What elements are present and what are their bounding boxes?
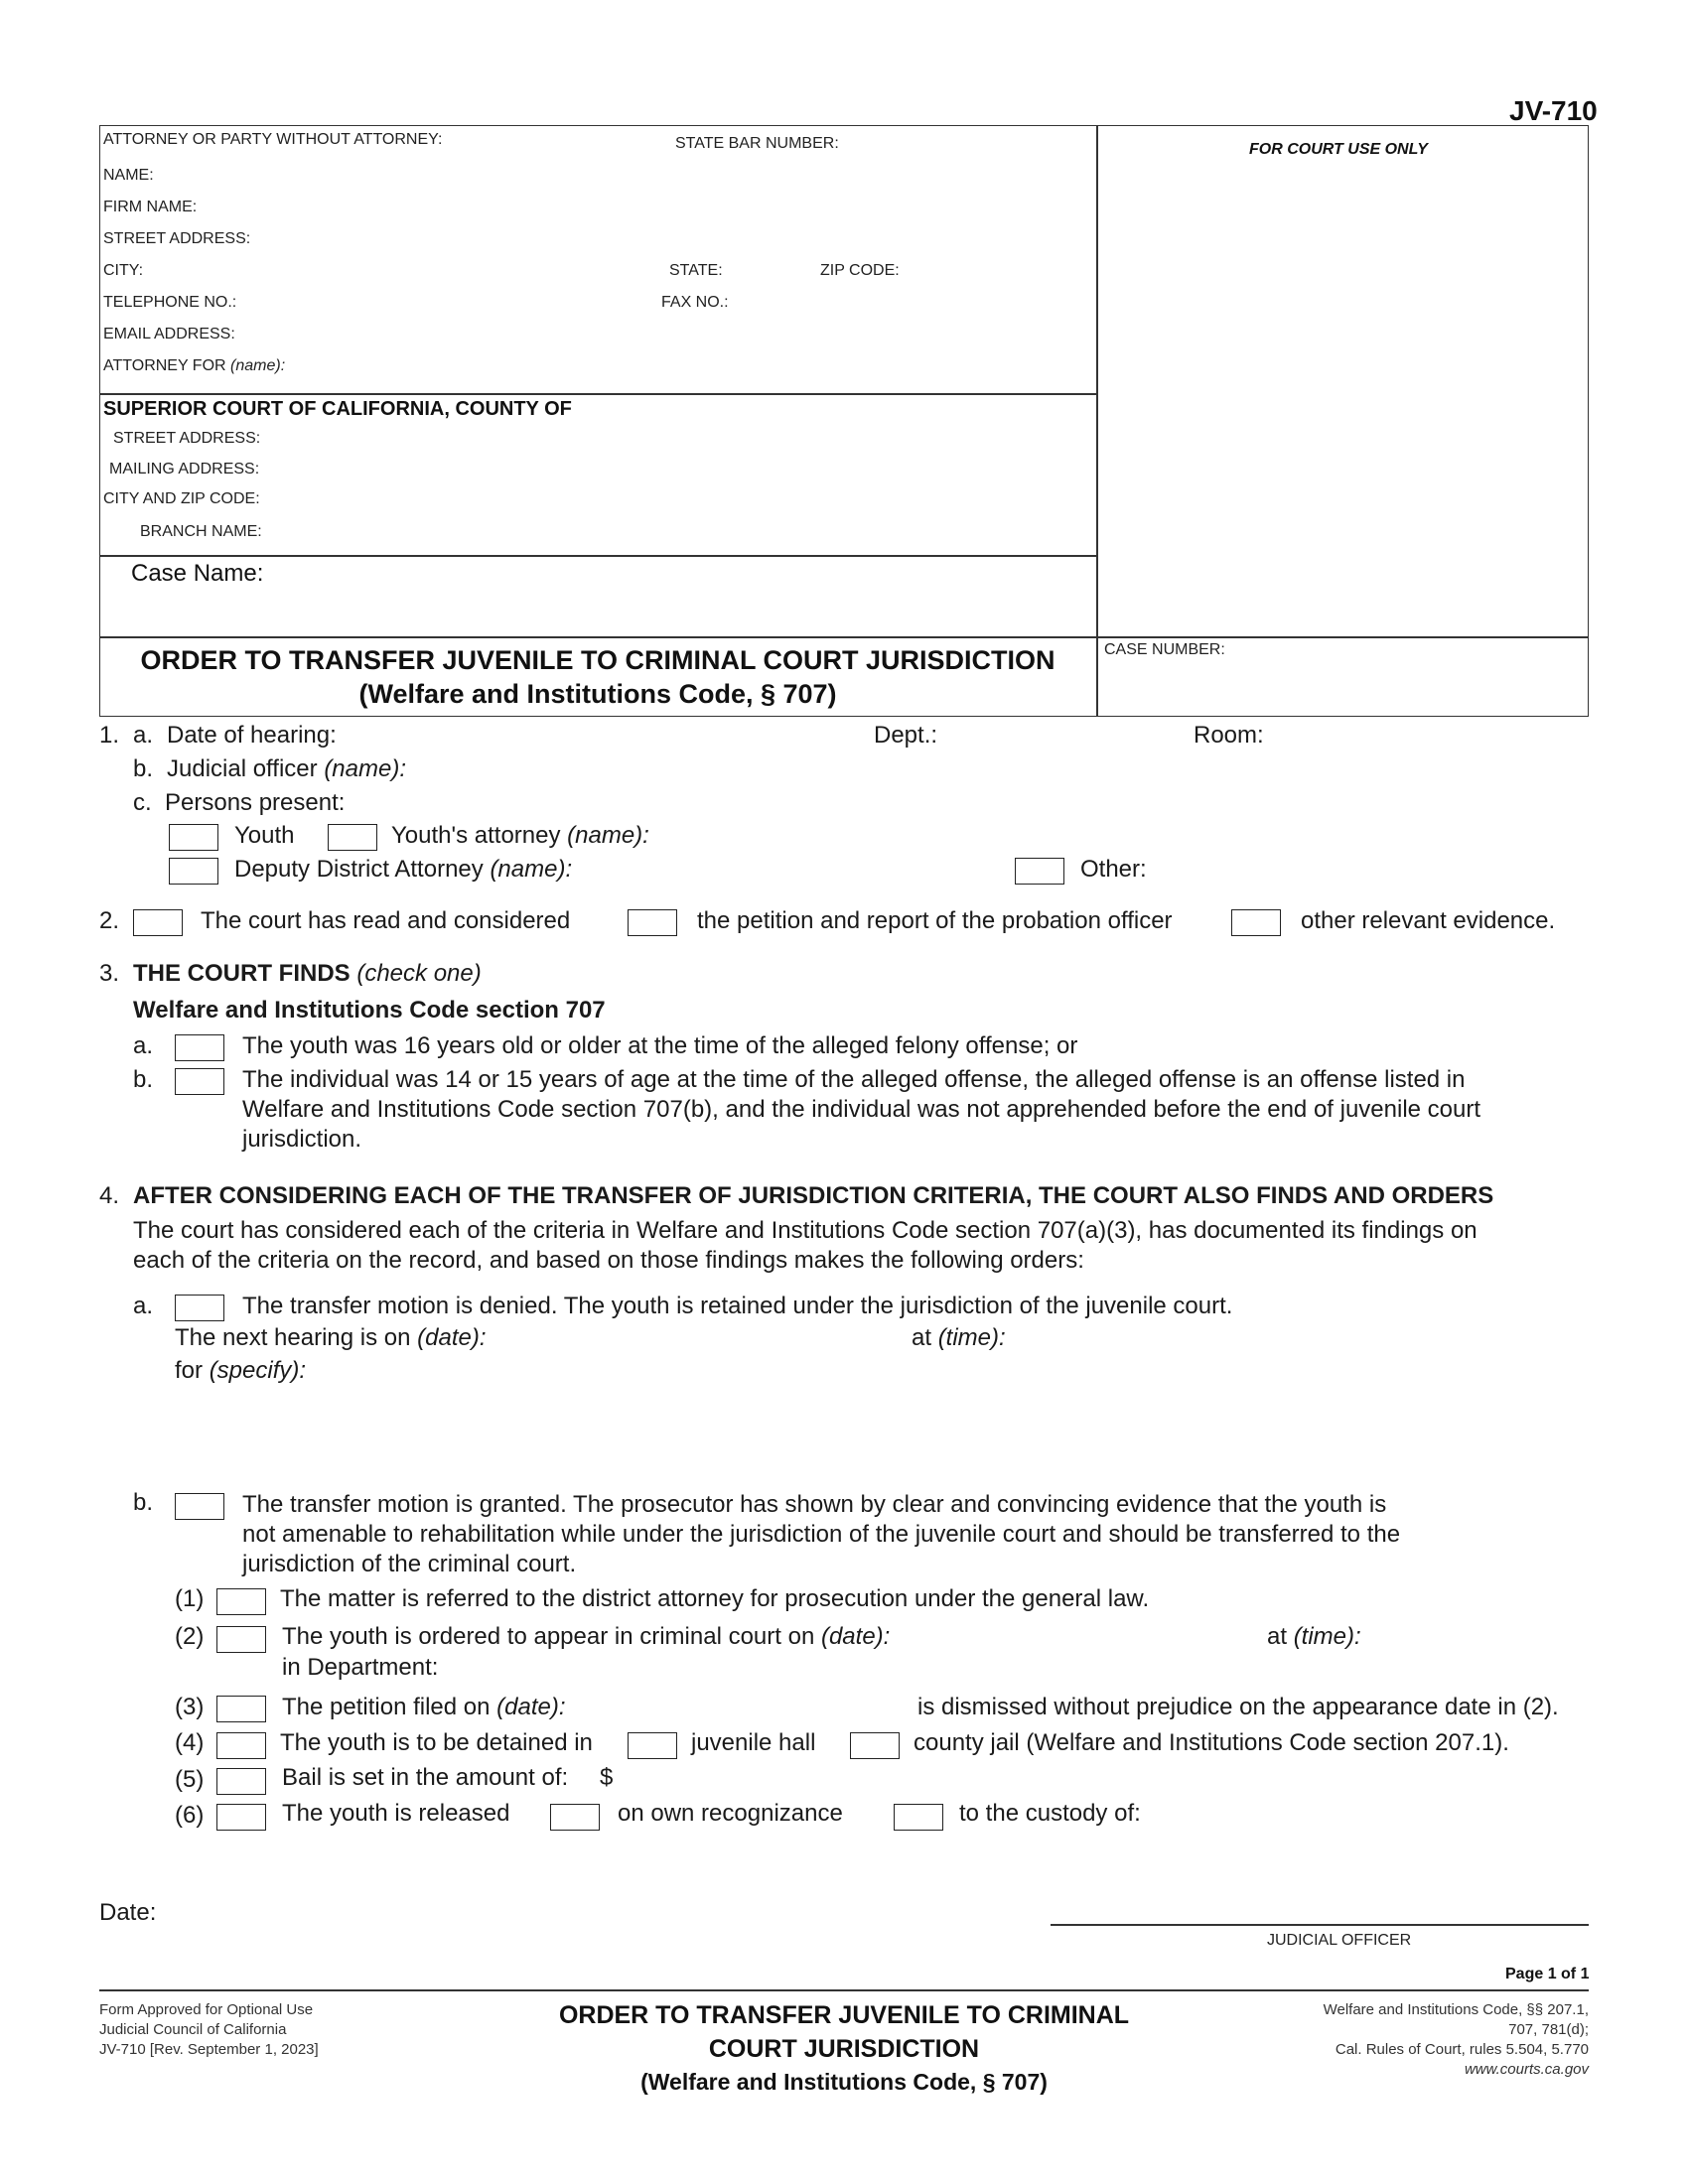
order3-checkbox[interactable] (216, 1696, 266, 1722)
attorney-label: ATTORNEY OR PARTY WITHOUT ATTORNEY: (103, 131, 443, 148)
motion-denied-checkbox[interactable] (175, 1295, 224, 1321)
zip-label: ZIP CODE: (820, 262, 900, 279)
juvenile-hall-checkbox[interactable] (628, 1732, 677, 1759)
dda-label: Deputy District Attorney (name): (234, 856, 573, 883)
item3-number: 3. (99, 960, 120, 987)
other-present-checkbox[interactable] (1015, 858, 1064, 885)
juvenile-hall-label: juvenile hall (691, 1729, 816, 1756)
case-name-label: Case Name: (131, 560, 264, 587)
item1c-letter: c. (133, 789, 152, 816)
signature-line (1051, 1924, 1589, 1926)
court-read-label: The court has read and considered (201, 907, 571, 934)
petition-report-checkbox[interactable] (628, 909, 677, 936)
footer-citation-2: 707, 781(d); (1508, 2021, 1589, 2038)
court-title: SUPERIOR COURT OF CALIFORNIA, COUNTY OF (103, 398, 572, 420)
finding-b-line2: Welfare and Institutions Code section 707(b), and the individual was not apprehended before the end of juvenile court (242, 1096, 1481, 1123)
footer-rule (99, 1989, 1589, 1991)
county-jail-checkbox[interactable] (850, 1732, 900, 1759)
order6-checkbox[interactable] (216, 1804, 266, 1831)
court-finds-heading: THE COURT FINDS (check one) (133, 960, 482, 987)
own-recognizance-label: on own recognizance (618, 1800, 843, 1827)
dda-checkbox[interactable] (169, 858, 218, 885)
form-title-line2: (Welfare and Institutions Code, § 707) (358, 679, 837, 709)
court-divider (99, 555, 1096, 557)
youth-checkbox[interactable] (169, 824, 218, 851)
page-indicator: Page 1 of 1 (1505, 1966, 1590, 1982)
order2-time-label: at (time): (1267, 1623, 1361, 1650)
email-label: EMAIL ADDRESS: (103, 326, 235, 342)
header-divider (1096, 125, 1098, 717)
order1-text: The matter is referred to the district attorney for prosecution under the general law. (280, 1585, 1150, 1612)
order3-dismissal-text: is dismissed without prejudice on the appearance date in (2). (917, 1694, 1559, 1720)
item4-heading: AFTER CONSIDERING EACH OF THE TRANSFER OF JURISDICTION CRITERIA, THE COURT ALSO FINDS AND ORDERS (133, 1182, 1494, 1209)
court-read-checkbox[interactable] (133, 909, 183, 936)
judicial-officer-signature-label: JUDICIAL OFFICER (1267, 1932, 1412, 1949)
item4-number: 4. (99, 1182, 120, 1209)
footer-revision: JV-710 [Rev. September 1, 2023] (99, 2041, 319, 2058)
wic-707-subheading: Welfare and Institutions Code section 707 (133, 997, 606, 1024)
phone-label: TELEPHONE NO.: (103, 294, 237, 311)
motion-granted-line1: The transfer motion is granted. The prosecutor has shown by clear and convincing evidence that the youth is (242, 1491, 1387, 1518)
order6-number: (6) (175, 1802, 205, 1829)
item4b-letter: b. (133, 1489, 154, 1516)
order1-number: (1) (175, 1585, 205, 1612)
order5-checkbox[interactable] (216, 1768, 266, 1795)
order4-checkbox[interactable] (216, 1732, 266, 1759)
motion-granted-line3: jurisdiction of the criminal court. (242, 1551, 577, 1577)
bail-label: Bail is set in the amount of: (282, 1764, 569, 1791)
order3-text: The petition filed on (date): (282, 1694, 566, 1720)
state-label: STATE: (669, 262, 723, 279)
footer-website-link[interactable]: www.courts.ca.gov (1464, 2061, 1589, 2078)
other-evidence-label: other relevant evidence. (1301, 907, 1556, 934)
state-bar-label: STATE BAR NUMBER: (675, 135, 839, 152)
petition-report-label: the petition and report of the probation officer (697, 907, 1173, 934)
order2-text: The youth is ordered to appear in criminal court on (date): (282, 1623, 891, 1650)
attorney-divider (99, 393, 1096, 395)
own-recognizance-checkbox[interactable] (550, 1804, 600, 1831)
finding-a-checkbox[interactable] (175, 1034, 224, 1061)
custody-label: to the custody of: (959, 1800, 1141, 1827)
order2-department-label: in Department: (282, 1654, 439, 1681)
name-label: NAME: (103, 167, 154, 184)
footer-council: Judicial Council of California (99, 2021, 287, 2038)
finding-b-line3: jurisdiction. (242, 1126, 362, 1153)
firm-label: FIRM NAME: (103, 199, 198, 215)
order2-checkbox[interactable] (216, 1626, 266, 1653)
street-label: STREET ADDRESS: (103, 230, 251, 247)
form-title-line1: ORDER TO TRANSFER JUVENILE TO CRIMINAL COURT JURISDICTION (140, 645, 1055, 675)
finding-b-checkbox[interactable] (175, 1068, 224, 1095)
order3-number: (3) (175, 1694, 205, 1720)
finding-a-text: The youth was 16 years old or older at the time of the alleged felony offense; or (242, 1032, 1078, 1059)
custody-checkbox[interactable] (894, 1804, 943, 1831)
attorney-for-label: ATTORNEY FOR (name): (103, 357, 286, 374)
order4-number: (4) (175, 1729, 205, 1756)
other-present-label: Other: (1080, 856, 1147, 883)
item1b-letter: b. (133, 755, 154, 782)
signature-date-label: Date: (99, 1899, 157, 1926)
court-branch-label: BRANCH NAME: (140, 523, 262, 540)
case-number-label: CASE NUMBER: (1104, 641, 1225, 658)
footer-citation-1: Welfare and Institutions Code, §§ 207.1, (1323, 2001, 1589, 2018)
header-frame (99, 125, 1589, 717)
hearing-date-label: Date of hearing: (167, 722, 337, 749)
court-use-label: FOR COURT USE ONLY (1249, 141, 1428, 158)
form-number: JV-710 (1509, 95, 1598, 126)
item4a-letter: a. (133, 1293, 154, 1319)
casename-divider (99, 636, 1589, 638)
dept-label: Dept.: (874, 722, 938, 749)
court-street-label: STREET ADDRESS: (113, 430, 261, 447)
motion-granted-checkbox[interactable] (175, 1493, 224, 1520)
footer-title-line2: COURT JURISDICTION (708, 2035, 980, 2063)
item2-number: 2. (99, 907, 120, 934)
youth-label: Youth (234, 822, 295, 849)
county-jail-label: county jail (Welfare and Institutions Code section 207.1). (914, 1729, 1509, 1756)
order4-text: The youth is to be detained in (280, 1729, 593, 1756)
bail-dollar-sign: $ (600, 1764, 614, 1791)
item4-intro-line1: The court has considered each of the criteria in Welfare and Institutions Code section 707(a)(3), has documented its findings on (133, 1217, 1477, 1244)
other-evidence-checkbox[interactable] (1231, 909, 1281, 936)
next-hearing-label: The next hearing is on (date): (175, 1324, 487, 1351)
item1-number: 1. (99, 722, 120, 749)
order1-checkbox[interactable] (216, 1588, 266, 1615)
footer-title-line3: (Welfare and Institutions Code, § 707) (640, 2069, 1048, 2095)
youth-attorney-label: Youth's attorney (name): (391, 822, 649, 849)
judicial-officer-label: Judicial officer (name): (167, 755, 406, 782)
order2-number: (2) (175, 1623, 205, 1650)
court-cityzip-label: CITY AND ZIP CODE: (103, 490, 260, 507)
youth-attorney-checkbox[interactable] (328, 824, 377, 851)
court-mailing-label: MAILING ADDRESS: (109, 461, 260, 478)
footer-citation-3: Cal. Rules of Court, rules 5.504, 5.770 (1335, 2041, 1589, 2058)
fax-label: FAX NO.: (661, 294, 729, 311)
motion-denied-text: The transfer motion is denied. The youth is retained under the jurisdiction of the juvenile court. (242, 1293, 1233, 1319)
item3b-letter: b. (133, 1066, 154, 1093)
next-hearing-purpose-label: for (specify): (175, 1357, 307, 1384)
finding-b-line1: The individual was 14 or 15 years of age at the time of the alleged offense, the alleged offense is an offense listed in (242, 1066, 1466, 1093)
item4-intro-line2: each of the criteria on the record, and based on those findings makes the following orders: (133, 1247, 1084, 1274)
room-label: Room: (1194, 722, 1264, 749)
next-hearing-time-label: at (time): (912, 1324, 1006, 1351)
order6-text: The youth is released (282, 1800, 510, 1827)
item3a-letter: a. (133, 1032, 154, 1059)
footer-approval: Form Approved for Optional Use (99, 2001, 314, 2018)
city-label: CITY: (103, 262, 144, 279)
footer-title-line1: ORDER TO TRANSFER JUVENILE TO CRIMINAL (558, 2001, 1130, 2029)
motion-granted-line2: not amenable to rehabilitation while under the jurisdiction of the juvenile court and should be transferred to the (242, 1521, 1401, 1548)
order5-number: (5) (175, 1766, 205, 1793)
item1a-letter: a. (133, 722, 154, 749)
persons-present-label: Persons present: (165, 789, 346, 816)
